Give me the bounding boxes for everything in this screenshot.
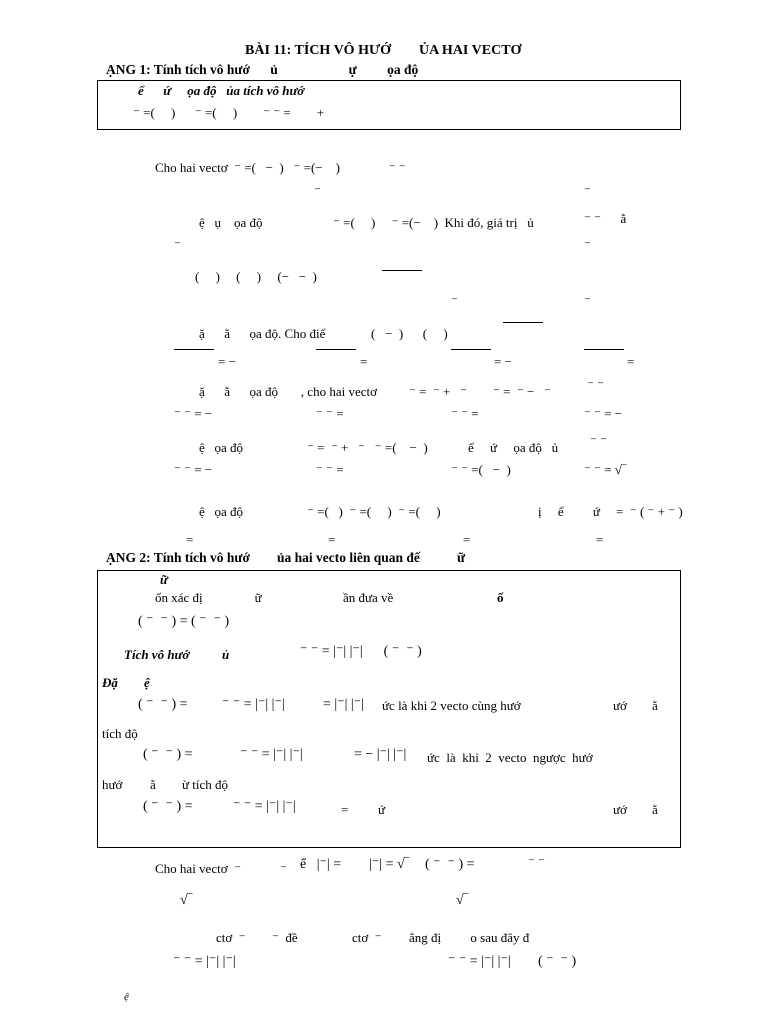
q7-opt-a: √‾ [180, 893, 193, 908]
q6-opt-a: = [186, 532, 194, 547]
dot-product-label: Tích vô hướ [124, 647, 190, 662]
case2-result: = − |⁻| |⁻| [354, 747, 407, 762]
case3-text: ứ [378, 802, 386, 817]
angle-formula: ( ⁻ ⁻ ) = ( ⁻ ⁻ ) [138, 614, 230, 629]
q2-text: ệ ụ ọa độ [199, 215, 263, 230]
q4-opt-d: ⁻ ⁻ = − [584, 406, 623, 421]
box2-line-b: ố [497, 590, 504, 605]
q6-opt-c: = [463, 532, 471, 547]
q2-mark-b: ⁻ [584, 237, 591, 252]
q5-opt-d: ⁻ ⁻ = √‾ [584, 462, 627, 477]
q4-text: ặ ằ ọa độ , cho hai vectơ [199, 384, 377, 399]
q6-opt-d: = [596, 532, 604, 547]
case3-formula: ⁻ ⁻ = |⁻| |⁻| [233, 799, 296, 814]
q4-mark: ⁻ ⁻ [587, 377, 604, 392]
q8-opt-c: ( ⁻ ⁻ ) [538, 954, 577, 969]
q5-opt-b: ⁻ ⁻ = [316, 462, 344, 477]
case1-text-b: ướ [613, 698, 627, 713]
box2-line: ốn xác đị ữ ần đưa về [155, 590, 394, 605]
q3-text: ặ ằ ọa độ. Cho điể [199, 326, 326, 341]
box1-formula: ⁻ =( ) ⁻ =( ) ⁻ ⁻ = + [133, 105, 325, 120]
q2-mark: ⁻ [174, 237, 181, 252]
q2-vectors: ⁻ =( ) ⁻ =(− ) Khi đó, giá trị ủ [333, 215, 534, 230]
dot-product-label-b: ủ [222, 647, 230, 662]
q3-opt-d: = [627, 354, 635, 369]
q8-opt-b: ⁻ ⁻ = |⁻| |⁻| [448, 954, 511, 969]
q3-opt-c: = − [494, 354, 512, 369]
q7-magnitudes: ể |⁻| = |⁻| = √‾ [300, 857, 410, 872]
case3-text-b: ướ [613, 802, 627, 817]
case2-text: ức là khi 2 vecto ngược hướ [427, 750, 593, 765]
q5-text-b: ể ứ ọa độ ủ [468, 440, 559, 455]
q6-text: ệ ọa độ [199, 504, 244, 519]
q7-mark: ⁻ ⁻ [528, 854, 545, 869]
q7-opt-b: √‾ [456, 893, 469, 908]
page-title: BÀI 11: TÍCH VÔ HƯỚ ỦA HAI VECTƠ [245, 43, 522, 58]
q1-mark-b: ⁻ [584, 183, 591, 198]
q4-opt-a: ⁻ ⁻ = − [174, 406, 213, 421]
overline [451, 349, 491, 350]
q8-opt-a: ⁻ ⁻ = |⁻| |⁻| [173, 954, 236, 969]
q6-text-b: ị ể ứ [538, 504, 600, 519]
q3-opt-b: = [360, 354, 368, 369]
q4-opt-c: ⁻ ⁻ = [451, 406, 479, 421]
q3-opt-a: = − [218, 354, 236, 369]
q7-angle: ( ⁻ ⁻ ) = [425, 857, 475, 872]
overline [174, 349, 214, 350]
q8-text-d: ẳng đị o sau đây đ [409, 930, 530, 945]
q4-opt-b: ⁻ ⁻ = [316, 406, 344, 421]
case1-tail: tích độ [102, 726, 138, 741]
case2-formula: ⁻ ⁻ = |⁻| |⁻| [240, 747, 303, 762]
case1-result: = |⁻| |⁻| [323, 697, 364, 712]
overline [503, 322, 543, 323]
footnote: ệ [124, 991, 129, 1003]
q3-mark: ⁻ [451, 293, 458, 308]
overline [382, 270, 422, 271]
case2-angle: ( ⁻ ⁻ ) = [143, 747, 193, 762]
overline [584, 349, 624, 350]
q5-text: ệ ọa độ [199, 440, 244, 455]
q8-text-c: ctơ ⁻ [352, 930, 382, 945]
q3-points: ( − ) ( ) [371, 326, 448, 341]
case1-text-c: ằ [652, 698, 658, 713]
box1-title: ể ứ ọa độ ủa tích vô hướ [138, 83, 305, 98]
q5-opt-a: ⁻ ⁻ = − [174, 462, 213, 477]
section1-heading: ẠNG 1: Tính tích vô hướ ủ ự ọa độ [106, 62, 419, 77]
case2-tail-b: ằ [150, 777, 156, 792]
q6-vectors: ⁻ =( ) ⁻ =( ) ⁻ =( ) [307, 504, 441, 519]
box2-title: ữ [160, 572, 168, 587]
case1-angle: ( ⁻ ⁻ ) = [138, 697, 188, 712]
q3-mark-b: ⁻ [584, 293, 591, 308]
case3-angle: ( ⁻ ⁻ ) = [143, 799, 193, 814]
dot-product-formula: ⁻ ⁻ = |⁻| |⁻| ( ⁻ ⁻ ) [300, 644, 422, 659]
case1-text: ức là khi 2 vecto cùng hướ [382, 698, 521, 713]
q1-text: Cho hai vectơ ⁻ =( − ) ⁻ =(− ) ⁻ ⁻ [155, 160, 406, 175]
q8-text: ctơ ⁻ [216, 930, 246, 945]
q5-mark: ⁻ ⁻ [590, 433, 607, 448]
q5-vectors: ⁻ = ⁻ + ⁻ ⁻ =( − ) [307, 440, 428, 455]
section2-heading: ẠNG 2: Tính tích vô hướ ủa hai vecto liên quan đế ữ [106, 550, 466, 565]
overline [316, 349, 356, 350]
special-case-label: Đặ [102, 675, 118, 690]
q1-mark: ⁻ [314, 183, 321, 198]
case3-text-c: ằ [652, 802, 658, 817]
q6-opt-b: = [328, 532, 336, 547]
q4-vectors: ⁻ = ⁻ + ⁻ ⁻ = ⁻ − ⁻ [409, 384, 551, 399]
q6-expr: = ⁻ ( ⁻ + ⁻ ) [616, 504, 683, 519]
q2-tail: ⁻ ⁻ ằ [584, 211, 627, 226]
q8-text-b: ⁻ đề [272, 930, 298, 945]
case2-tail-c: ừ tích độ [182, 777, 229, 792]
q2-options: ( ) ( ) (− − ) [195, 269, 317, 284]
case2-tail: hướ [102, 777, 123, 792]
q5-opt-c: ⁻ ⁻ =( − ) [451, 462, 511, 477]
case3-result: = [341, 802, 349, 817]
special-case-label-b: ệ [144, 675, 150, 690]
case1-formula: ⁻ ⁻ = |⁻| |⁻| [222, 697, 285, 712]
q7-text: Cho hai vectơ ⁻ ⁻ [155, 861, 287, 876]
